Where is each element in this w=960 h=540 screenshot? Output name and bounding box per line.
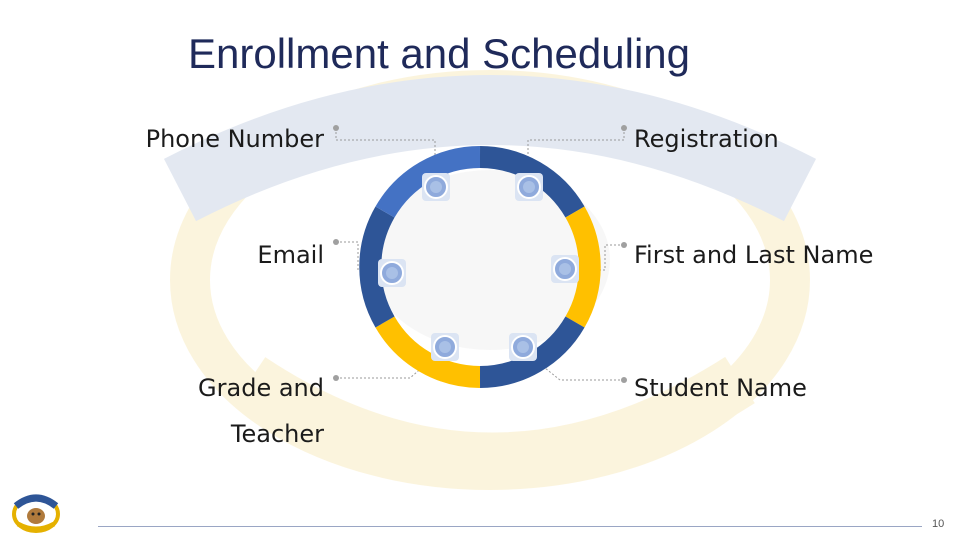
footer-divider xyxy=(98,526,922,527)
label-student-name: Student Name xyxy=(634,374,807,402)
label-registration: Registration xyxy=(634,125,779,153)
node-circle-icon xyxy=(551,255,579,283)
node-circle-icon xyxy=(431,333,459,361)
label-grade-and-teacher: Grade and Teacher xyxy=(198,374,324,448)
label-phone-number: Phone Number xyxy=(145,125,324,153)
label-first-and-last-name: First and Last Name xyxy=(634,241,874,269)
node-circle-icon xyxy=(378,259,406,287)
label-email: Email xyxy=(257,241,324,269)
page-number: 10 xyxy=(932,518,945,530)
ring-nodes xyxy=(378,173,579,361)
node-circle-icon xyxy=(422,173,450,201)
node-circle-icon xyxy=(515,173,543,201)
watch-dogs-logo-icon xyxy=(10,490,62,534)
page-title: Enrollment and Scheduling xyxy=(188,30,690,77)
node-circle-icon xyxy=(509,333,537,361)
